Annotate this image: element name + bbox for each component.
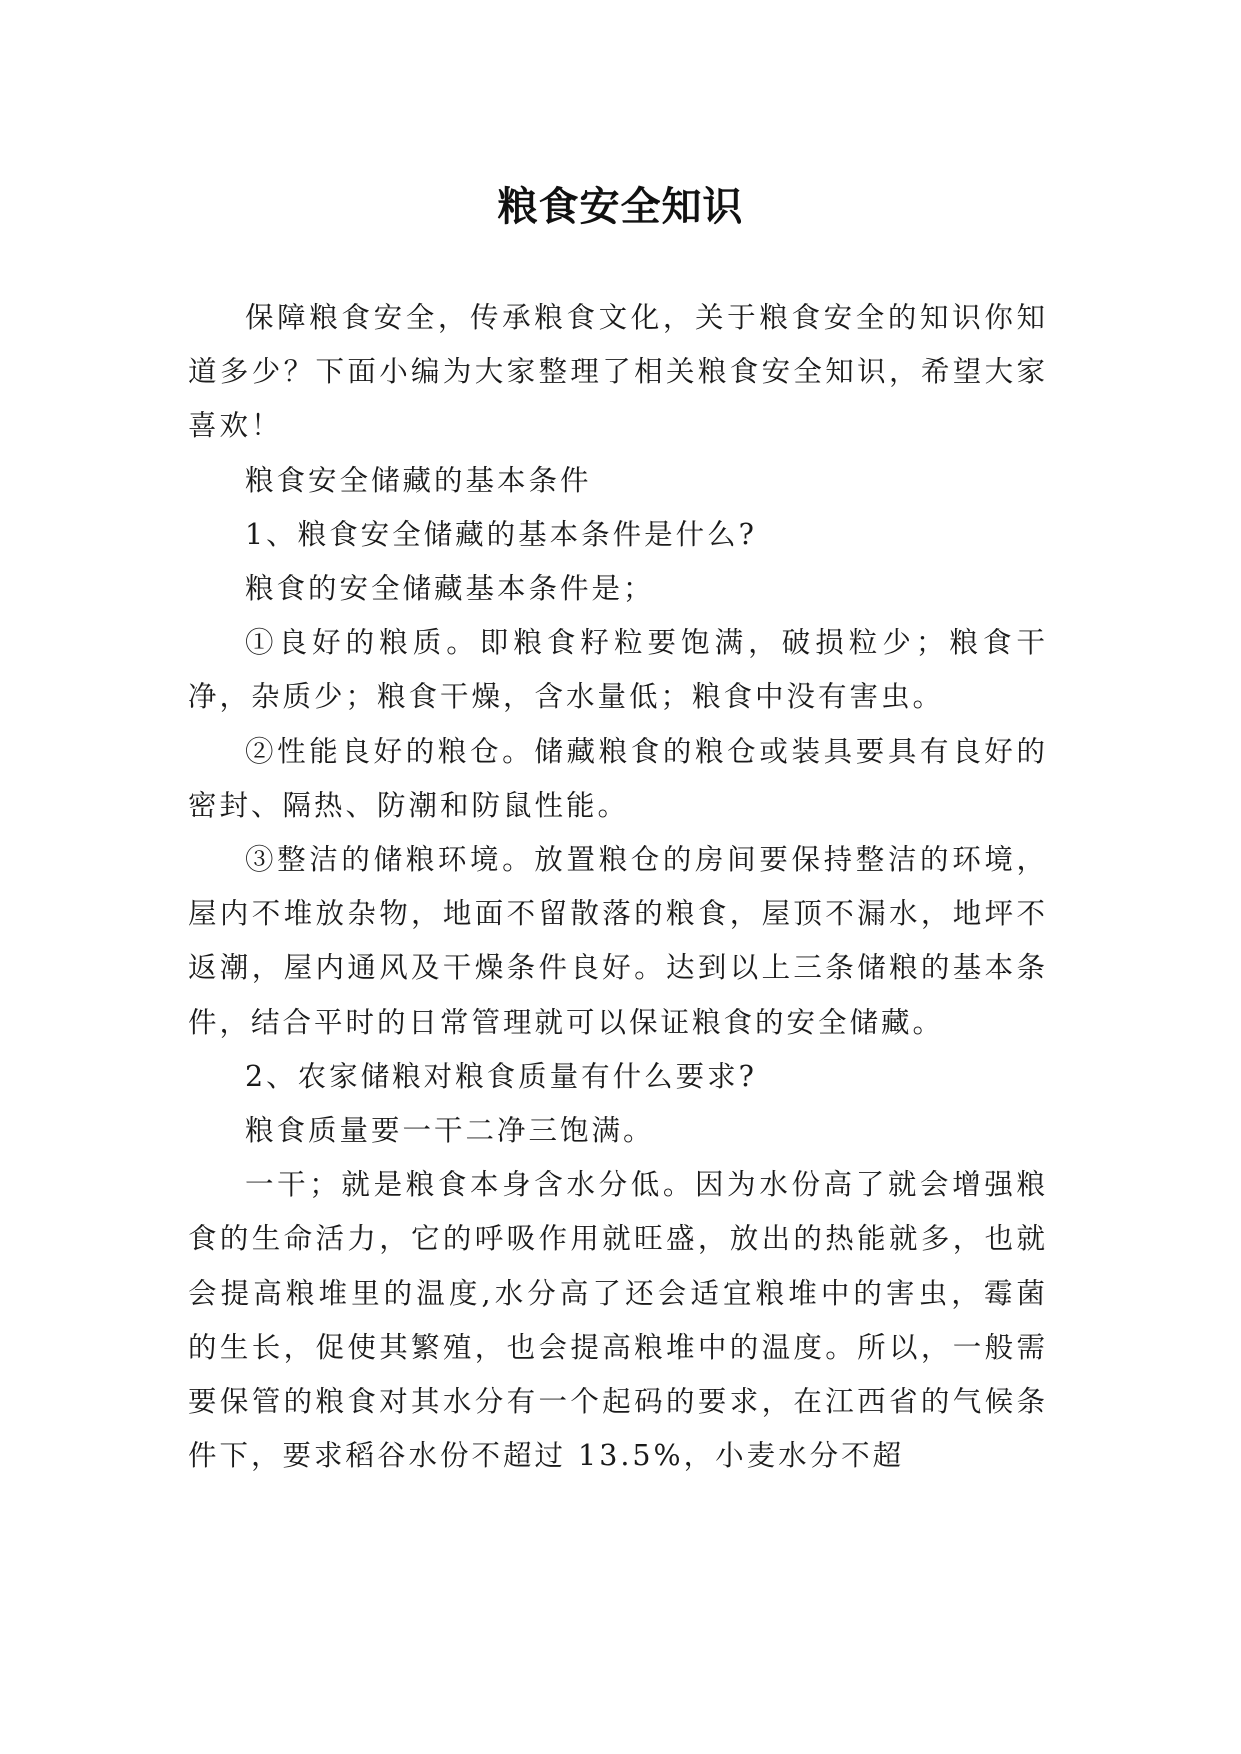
document-title: 粮食安全知识 <box>497 183 744 230</box>
dryness-paragraph: 一干；就是粮食本身含水分低。因为水份高了就会增强粮食的生命活力，它的呼吸作用就旺盛，放出的热能就多，也就会提高粮堆里的温度,水分高了还会适宜粮堆中的害虫，霉菌的生长，促使其繁殖，也会提高粮堆中的温度。所以，一般需要保管的粮食对其水分有一个起码的要求，在江西省的气候条件下，要求稻谷水份不超过 13.5%，小麦水分不超 <box>188 1168 1048 1473</box>
question-2: 2、农家储粮对粮食质量有什么要求? <box>245 1059 757 1093</box>
question-1: 1、粮食安全储藏的基本条件是什么? <box>245 517 757 551</box>
condition-3: ③整洁的储粮环境。放置粮仓的房间要保持整洁的环境，屋内不堆放杂物，地面不留散落的粮食，屋顶不漏水，地坪不返潮，屋内通风及干燥条件良好。达到以上三条储粮的基本条件，结合平时的日常管理就可以保证粮食的安全储藏。 <box>188 843 1048 1039</box>
section-heading: 粮食安全储藏的基本条件 <box>245 463 592 497</box>
document-body <box>188 291 1048 1483</box>
condition-1: ①良好的粮质。即粮食籽粒要饱满，破损粒少；粮食干净，杂质少；粮食干燥，含水量低；粮食中没有害虫。 <box>188 626 1048 714</box>
intro-paragraph: 保障粮食安全，传承粮食文化，关于粮食安全的知识你知道多少？下面小编为大家整理了相关粮食安全知识，希望大家喜欢！ <box>188 301 1048 443</box>
answer-1-lead: 粮食的安全储藏基本条件是； <box>245 572 655 606</box>
answer-2-lead: 粮食质量要一干二净三饱满。 <box>245 1114 655 1148</box>
condition-2: ②性能良好的粮仓。储藏粮食的粮仓或装具要具有良好的密封、隔热、防潮和防鼠性能。 <box>188 734 1048 822</box>
